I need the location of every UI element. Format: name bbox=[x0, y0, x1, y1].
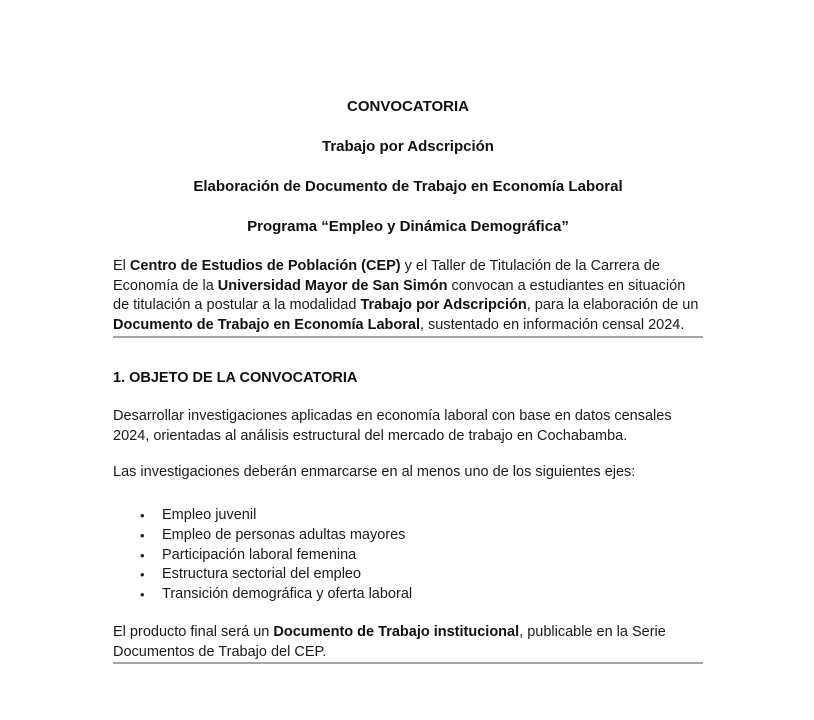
bold-text-segment: Universidad Mayor de San Simón bbox=[217, 277, 448, 294]
list-item: • Transición demográfica y oferta laboral bbox=[162, 585, 703, 605]
list-item: • Estructura sectorial del empleo bbox=[162, 565, 703, 585]
closing-paragraph bbox=[113, 623, 703, 662]
text-segment: y el Taller de Titulación de la Carrera de Economía de la bbox=[113, 258, 660, 294]
text-segment: convocan a estudiantes en situación de titulación a postular a la modalidad bbox=[113, 277, 686, 314]
bold-text-segment: Centro de Estudios de Población (CEP) bbox=[129, 258, 401, 274]
doc-subtitle-program: Programa “Empleo y Dinámica Demográfica” bbox=[247, 218, 569, 235]
bold-text-segment: Documento de Trabajo en Economía Laboral bbox=[113, 317, 420, 334]
document-header bbox=[113, 97, 703, 236]
research-axes-list bbox=[113, 506, 703, 605]
section-divider-top bbox=[113, 336, 703, 338]
doc-subtitle-modality: Trabajo por Adscripción bbox=[322, 138, 494, 155]
section-1-heading: 1. OBJETO DE LA CONVOCATORIA bbox=[113, 369, 358, 386]
text-segment: , sustentado en información censal 2024. bbox=[419, 317, 685, 334]
objective-paragraph: Desarrollar investigaciones aplicadas en economía laboral con base en datos censales 2024, orientadas al análisis estructural del mercado de trabajo en Cochabamba. bbox=[113, 407, 672, 444]
list-item: • Empleo juvenil bbox=[162, 506, 703, 526]
text-segment: , publicable en la Serie Documentos de Trabajo del CEP. bbox=[113, 623, 666, 660]
list-item: • Empleo de personas adultas mayores bbox=[162, 526, 703, 546]
bold-text-segment: Documento de Trabajo institucional bbox=[273, 623, 520, 640]
list-item: • Participación laboral femenina bbox=[162, 546, 703, 566]
text-segment: , para la elaboración de un bbox=[526, 297, 699, 314]
doc-subtitle-task: Elaboración de Documento de Trabajo en Economía Laboral bbox=[193, 178, 623, 195]
doc-title: CONVOCATORIA bbox=[347, 98, 469, 115]
text-segment: El producto final será un bbox=[113, 623, 274, 640]
intro-paragraph bbox=[113, 257, 703, 336]
section-divider-bottom bbox=[113, 662, 703, 664]
bold-text-segment: Trabajo por Adscripción bbox=[360, 297, 527, 314]
axes-intro-paragraph: Las investigaciones deberán enmarcarse en al menos uno de los siguientes ejes: bbox=[113, 464, 636, 481]
text-segment: El bbox=[113, 258, 130, 274]
